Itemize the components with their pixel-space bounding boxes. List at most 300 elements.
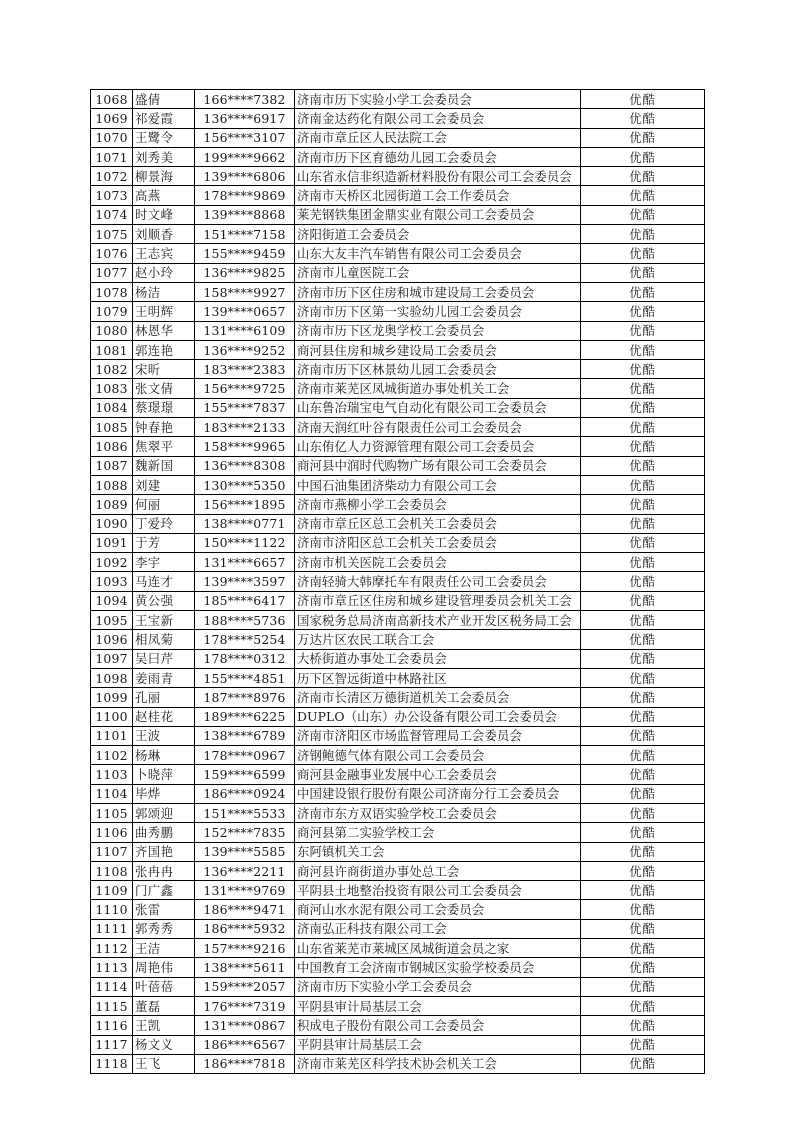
cell-platform: 优酷 [581, 340, 705, 359]
cell-phone: 150****1122 [195, 533, 295, 552]
table-row [91, 784, 705, 803]
cell-phone: 157****9216 [195, 939, 295, 958]
cell-organization: 国家税务总局济南高新技术产业开发区税务局工会 [295, 611, 581, 630]
table-row [91, 842, 705, 861]
cell-organization: 济南金达药化有限公司工会委员会 [295, 109, 581, 128]
cell-organization: 济南市章丘区总工会机关工会委员会 [295, 514, 581, 533]
cell-phone: 159****2057 [195, 977, 295, 996]
cell-sequence: 1097 [91, 649, 133, 668]
cell-sequence: 1069 [91, 109, 133, 128]
table-row [91, 668, 705, 687]
cell-platform: 优酷 [581, 475, 705, 494]
cell-platform: 优酷 [581, 996, 705, 1015]
cell-organization: 济南市历下区林景幼儿园工会委员会 [295, 360, 581, 379]
cell-phone: 155****7837 [195, 398, 295, 417]
table-row [91, 1016, 705, 1035]
cell-phone: 139****8868 [195, 205, 295, 224]
cell-platform: 优酷 [581, 572, 705, 591]
cell-phone: 138****0771 [195, 514, 295, 533]
cell-platform: 优酷 [581, 302, 705, 321]
cell-sequence: 1101 [91, 726, 133, 745]
cell-phone: 158****9927 [195, 282, 295, 301]
cell-platform: 优酷 [581, 437, 705, 456]
cell-name: 王洁 [133, 939, 195, 958]
cell-name: 蔡璟璟 [133, 398, 195, 417]
table-row [91, 572, 705, 591]
cell-organization: 大桥街道办事处工会委员会 [295, 649, 581, 668]
cell-organization: 平阴县审计局基层工会 [295, 996, 581, 1015]
cell-phone: 187****8976 [195, 688, 295, 707]
cell-organization: 商河县金融事业发展中心工会委员会 [295, 765, 581, 784]
cell-sequence: 1094 [91, 591, 133, 610]
cell-phone: 186****0924 [195, 784, 295, 803]
cell-phone: 178****0967 [195, 746, 295, 765]
cell-sequence: 1105 [91, 803, 133, 822]
cell-platform: 优酷 [581, 977, 705, 996]
cell-phone: 136****8308 [195, 456, 295, 475]
cell-organization: 济南市天桥区北园街道工会工作委员会 [295, 186, 581, 205]
cell-name: 刘顺香 [133, 225, 195, 244]
cell-organization: 山东省永信非织造新材料股份有限公司工会委员会 [295, 167, 581, 186]
roster-table-container [90, 89, 704, 1074]
cell-platform: 优酷 [581, 939, 705, 958]
cell-sequence: 1070 [91, 128, 133, 147]
cell-organization: 济南市莱芜区凤城街道办事处机关工会 [295, 379, 581, 398]
cell-sequence: 1075 [91, 225, 133, 244]
table-row [91, 533, 705, 552]
cell-name: 吴曰芹 [133, 649, 195, 668]
cell-organization: 商河县许商街道办事处总工会 [295, 861, 581, 880]
cell-platform: 优酷 [581, 398, 705, 417]
cell-organization: 济钢鲍德气体有限公司工会委员会 [295, 746, 581, 765]
cell-platform: 优酷 [581, 803, 705, 822]
cell-name: 王波 [133, 726, 195, 745]
table-row [91, 881, 705, 900]
table-row [91, 167, 705, 186]
cell-name: 刘建 [133, 475, 195, 494]
cell-name: 叶蓓蓓 [133, 977, 195, 996]
cell-name: 黄公强 [133, 591, 195, 610]
cell-platform: 优酷 [581, 1035, 705, 1054]
cell-name: 王明辉 [133, 302, 195, 321]
table-row [91, 630, 705, 649]
cell-name: 郭连艳 [133, 340, 195, 359]
table-row [91, 360, 705, 379]
table-row [91, 456, 705, 475]
cell-platform: 优酷 [581, 128, 705, 147]
cell-phone: 186****6567 [195, 1035, 295, 1054]
cell-sequence: 1114 [91, 977, 133, 996]
cell-platform: 优酷 [581, 630, 705, 649]
cell-platform: 优酷 [581, 360, 705, 379]
cell-phone: 151****5533 [195, 803, 295, 822]
cell-name: 门广鑫 [133, 881, 195, 900]
cell-phone: 185****6417 [195, 591, 295, 610]
cell-phone: 155****9459 [195, 244, 295, 263]
cell-name: 于芳 [133, 533, 195, 552]
table-row [91, 205, 705, 224]
cell-sequence: 1084 [91, 398, 133, 417]
cell-phone: 136****2211 [195, 861, 295, 880]
cell-name: 马连才 [133, 572, 195, 591]
cell-phone: 156****1895 [195, 495, 295, 514]
cell-sequence: 1107 [91, 842, 133, 861]
cell-platform: 优酷 [581, 282, 705, 301]
cell-organization: 济南弘正科技有限公司工会 [295, 919, 581, 938]
cell-phone: 138****5611 [195, 958, 295, 977]
roster-table-body [91, 90, 705, 1074]
cell-platform: 优酷 [581, 90, 705, 109]
cell-name: 杨洁 [133, 282, 195, 301]
cell-name: 毕烨 [133, 784, 195, 803]
table-row [91, 900, 705, 919]
table-row [91, 958, 705, 977]
cell-name: 孔丽 [133, 688, 195, 707]
cell-sequence: 1092 [91, 553, 133, 572]
cell-name: 宋昕 [133, 360, 195, 379]
cell-name: 曲秀鹏 [133, 823, 195, 842]
cell-sequence: 1077 [91, 263, 133, 282]
cell-name: 郭秀秀 [133, 919, 195, 938]
cell-sequence: 1115 [91, 996, 133, 1015]
cell-organization: 万达片区农民工联合工会 [295, 630, 581, 649]
cell-name: 王鹭令 [133, 128, 195, 147]
cell-platform: 优酷 [581, 726, 705, 745]
cell-organization: 莱芜钢铁集团金鼎实业有限公司工会委员会 [295, 205, 581, 224]
cell-organization: DUPLO（山东）办公设备有限公司工会委员会 [295, 707, 581, 726]
cell-phone: 186****5932 [195, 919, 295, 938]
cell-sequence: 1078 [91, 282, 133, 301]
cell-organization: 山东鲁冶瑞宝电气自动化有限公司工会委员会 [295, 398, 581, 417]
roster-table [90, 89, 705, 1074]
cell-organization: 济阳街道工会委员会 [295, 225, 581, 244]
table-row [91, 553, 705, 572]
cell-name: 丁爱玲 [133, 514, 195, 533]
cell-organization: 平阴县审计局基层工会 [295, 1035, 581, 1054]
table-row [91, 495, 705, 514]
cell-name: 赵桂花 [133, 707, 195, 726]
cell-name: 赵小玲 [133, 263, 195, 282]
cell-phone: 139****6806 [195, 167, 295, 186]
cell-name: 王志宾 [133, 244, 195, 263]
table-row [91, 186, 705, 205]
cell-platform: 优酷 [581, 186, 705, 205]
table-row [91, 398, 705, 417]
cell-platform: 优酷 [581, 263, 705, 282]
cell-phone: 186****7818 [195, 1054, 295, 1073]
cell-phone: 139****5585 [195, 842, 295, 861]
cell-platform: 优酷 [581, 900, 705, 919]
table-row [91, 282, 705, 301]
cell-sequence: 1071 [91, 147, 133, 166]
table-row [91, 939, 705, 958]
cell-platform: 优酷 [581, 688, 705, 707]
cell-sequence: 1100 [91, 707, 133, 726]
cell-sequence: 1095 [91, 611, 133, 630]
cell-sequence: 1087 [91, 456, 133, 475]
cell-organization: 商河县住房和城乡建设局工会委员会 [295, 340, 581, 359]
cell-platform: 优酷 [581, 205, 705, 224]
cell-sequence: 1090 [91, 514, 133, 533]
cell-organization: 济南市莱芜区科学技术协会机关工会 [295, 1054, 581, 1073]
table-row [91, 649, 705, 668]
cell-phone: 178****9869 [195, 186, 295, 205]
cell-sequence: 1093 [91, 572, 133, 591]
cell-name: 焦翠平 [133, 437, 195, 456]
cell-name: 杨琳 [133, 746, 195, 765]
cell-name: 盛倩 [133, 90, 195, 109]
table-row [91, 861, 705, 880]
cell-name: 王飞 [133, 1054, 195, 1073]
table-row [91, 340, 705, 359]
cell-platform: 优酷 [581, 225, 705, 244]
cell-phone: 183****2383 [195, 360, 295, 379]
cell-platform: 优酷 [581, 842, 705, 861]
cell-name: 相凤菊 [133, 630, 195, 649]
cell-name: 高燕 [133, 186, 195, 205]
cell-phone: 159****6599 [195, 765, 295, 784]
cell-sequence: 1085 [91, 418, 133, 437]
cell-phone: 138****6789 [195, 726, 295, 745]
cell-platform: 优酷 [581, 1016, 705, 1035]
table-row [91, 128, 705, 147]
table-row [91, 611, 705, 630]
cell-name: 时文峰 [133, 205, 195, 224]
cell-phone: 136****9825 [195, 263, 295, 282]
table-row [91, 263, 705, 282]
cell-organization: 济南市章丘区住房和城乡建设管理委员会机关工会 [295, 591, 581, 610]
cell-sequence: 1080 [91, 321, 133, 340]
cell-organization: 济南市济阳区总工会机关工会委员会 [295, 533, 581, 552]
table-row [91, 147, 705, 166]
cell-platform: 优酷 [581, 591, 705, 610]
cell-platform: 优酷 [581, 668, 705, 687]
cell-phone: 131****6657 [195, 553, 295, 572]
table-row [91, 823, 705, 842]
cell-name: 董磊 [133, 996, 195, 1015]
cell-platform: 优酷 [581, 823, 705, 842]
cell-platform: 优酷 [581, 514, 705, 533]
cell-sequence: 1096 [91, 630, 133, 649]
cell-sequence: 1110 [91, 900, 133, 919]
cell-organization: 中国建设银行股份有限公司济南分行工会委员会 [295, 784, 581, 803]
cell-organization: 积成电子股份有限公司工会委员会 [295, 1016, 581, 1035]
table-row [91, 996, 705, 1015]
cell-sequence: 1106 [91, 823, 133, 842]
cell-phone: 166****7382 [195, 90, 295, 109]
cell-organization: 平阴县土地整治投资有限公司工会委员会 [295, 881, 581, 900]
cell-name: 刘秀美 [133, 147, 195, 166]
table-row [91, 475, 705, 494]
cell-sequence: 1108 [91, 861, 133, 880]
cell-organization: 山东大友丰汽车销售有限公司工会委员会 [295, 244, 581, 263]
cell-phone: 130****5350 [195, 475, 295, 494]
cell-name: 王凯 [133, 1016, 195, 1035]
cell-phone: 186****9471 [195, 900, 295, 919]
cell-sequence: 1076 [91, 244, 133, 263]
cell-platform: 优酷 [581, 495, 705, 514]
cell-platform: 优酷 [581, 553, 705, 572]
cell-phone: 136****6917 [195, 109, 295, 128]
table-row [91, 803, 705, 822]
cell-platform: 优酷 [581, 167, 705, 186]
cell-organization: 山东省莱芜市莱城区凤城街道会员之家 [295, 939, 581, 958]
cell-platform: 优酷 [581, 958, 705, 977]
cell-platform: 优酷 [581, 746, 705, 765]
cell-name: 张冉冉 [133, 861, 195, 880]
cell-phone: 139****0657 [195, 302, 295, 321]
cell-phone: 178****5254 [195, 630, 295, 649]
cell-sequence: 1098 [91, 668, 133, 687]
cell-name: 柳景海 [133, 167, 195, 186]
cell-sequence: 1104 [91, 784, 133, 803]
cell-platform: 优酷 [581, 244, 705, 263]
cell-platform: 优酷 [581, 456, 705, 475]
cell-organization: 中国教育工会济南市钢城区实验学校委员会 [295, 958, 581, 977]
cell-name: 周艳伟 [133, 958, 195, 977]
cell-organization: 商河山水水泥有限公司工会委员会 [295, 900, 581, 919]
cell-phone: 176****7319 [195, 996, 295, 1015]
cell-sequence: 1118 [91, 1054, 133, 1073]
cell-platform: 优酷 [581, 109, 705, 128]
cell-phone: 152****7835 [195, 823, 295, 842]
table-row [91, 109, 705, 128]
cell-name: 魏新国 [133, 456, 195, 475]
cell-sequence: 1074 [91, 205, 133, 224]
table-row [91, 418, 705, 437]
cell-name: 王宝新 [133, 611, 195, 630]
cell-sequence: 1116 [91, 1016, 133, 1035]
cell-phone: 178****0312 [195, 649, 295, 668]
cell-sequence: 1072 [91, 167, 133, 186]
cell-sequence: 1117 [91, 1035, 133, 1054]
table-row [91, 1054, 705, 1073]
cell-sequence: 1082 [91, 360, 133, 379]
cell-phone: 183****2133 [195, 418, 295, 437]
cell-phone: 156****9725 [195, 379, 295, 398]
cell-sequence: 1091 [91, 533, 133, 552]
cell-organization: 济南市燕柳小学工会委员会 [295, 495, 581, 514]
cell-name: 林恩华 [133, 321, 195, 340]
cell-organization: 济南市儿童医院工会 [295, 263, 581, 282]
cell-phone: 156****3107 [195, 128, 295, 147]
cell-organization: 济南市济阳区市场监督管理局工会委员会 [295, 726, 581, 745]
table-row [91, 90, 705, 109]
table-row [91, 225, 705, 244]
cell-sequence: 1102 [91, 746, 133, 765]
table-row [91, 707, 705, 726]
cell-name: 张雷 [133, 900, 195, 919]
cell-organization: 济南天润红叶谷有限责任公司工会委员会 [295, 418, 581, 437]
cell-platform: 优酷 [581, 649, 705, 668]
cell-name: 钟春艳 [133, 418, 195, 437]
cell-platform: 优酷 [581, 533, 705, 552]
cell-name: 杨文义 [133, 1035, 195, 1054]
cell-sequence: 1109 [91, 881, 133, 900]
cell-name: 李宇 [133, 553, 195, 572]
cell-name: 张文倩 [133, 379, 195, 398]
table-row [91, 688, 705, 707]
cell-organization: 山东侑亿人力资源管理有限公司工会委员会 [295, 437, 581, 456]
cell-platform: 优酷 [581, 1054, 705, 1073]
table-row [91, 302, 705, 321]
cell-name: 姜雨青 [133, 668, 195, 687]
cell-name: 祁爱霞 [133, 109, 195, 128]
cell-sequence: 1112 [91, 939, 133, 958]
cell-phone: 188****5736 [195, 611, 295, 630]
table-row [91, 591, 705, 610]
cell-sequence: 1111 [91, 919, 133, 938]
cell-name: 何丽 [133, 495, 195, 514]
cell-sequence: 1088 [91, 475, 133, 494]
table-row [91, 379, 705, 398]
cell-phone: 189****6225 [195, 707, 295, 726]
cell-organization: 济南市历下区第一实验幼儿园工会委员会 [295, 302, 581, 321]
table-row [91, 514, 705, 533]
cell-platform: 优酷 [581, 611, 705, 630]
cell-organization: 济南市历下实验小学工会委员会 [295, 977, 581, 996]
cell-name: 卜晓萍 [133, 765, 195, 784]
cell-phone: 151****7158 [195, 225, 295, 244]
cell-sequence: 1081 [91, 340, 133, 359]
cell-phone: 155****4851 [195, 668, 295, 687]
cell-organization: 济南市长清区万德街道机关工会委员会 [295, 688, 581, 707]
cell-sequence: 1068 [91, 90, 133, 109]
cell-platform: 优酷 [581, 379, 705, 398]
table-row [91, 321, 705, 340]
cell-platform: 优酷 [581, 765, 705, 784]
cell-organization: 济南市东方双语实验学校工会委员会 [295, 803, 581, 822]
cell-platform: 优酷 [581, 861, 705, 880]
cell-sequence: 1113 [91, 958, 133, 977]
cell-sequence: 1073 [91, 186, 133, 205]
cell-organization: 济南市历下实验小学工会委员会 [295, 90, 581, 109]
cell-platform: 优酷 [581, 919, 705, 938]
cell-platform: 优酷 [581, 418, 705, 437]
cell-phone: 136****9252 [195, 340, 295, 359]
cell-organization: 商河县中润时代购物广场有限公司工会委员会 [295, 456, 581, 475]
cell-sequence: 1089 [91, 495, 133, 514]
cell-phone: 199****9662 [195, 147, 295, 166]
cell-platform: 优酷 [581, 321, 705, 340]
table-row [91, 437, 705, 456]
table-row [91, 977, 705, 996]
cell-phone: 139****3597 [195, 572, 295, 591]
cell-organization: 济南市历下区住房和城市建设局工会委员会 [295, 282, 581, 301]
cell-organization: 济南市历下区育德幼儿园工会委员会 [295, 147, 581, 166]
cell-sequence: 1083 [91, 379, 133, 398]
cell-sequence: 1099 [91, 688, 133, 707]
cell-organization: 济南市章丘区人民法院工会 [295, 128, 581, 147]
cell-phone: 158****9965 [195, 437, 295, 456]
table-row [91, 244, 705, 263]
table-row [91, 919, 705, 938]
cell-name: 齐国艳 [133, 842, 195, 861]
cell-sequence: 1086 [91, 437, 133, 456]
cell-platform: 优酷 [581, 707, 705, 726]
cell-phone: 131****6109 [195, 321, 295, 340]
table-row [91, 746, 705, 765]
cell-platform: 优酷 [581, 881, 705, 900]
cell-organization: 东阿镇机关工会 [295, 842, 581, 861]
cell-platform: 优酷 [581, 147, 705, 166]
cell-organization: 济南市历下区龙奥学校工会委员会 [295, 321, 581, 340]
cell-organization: 济南市机关医院工会委员会 [295, 553, 581, 572]
cell-phone: 131****0867 [195, 1016, 295, 1035]
cell-organization: 中国石油集团济柴动力有限公司工会 [295, 475, 581, 494]
table-row [91, 1035, 705, 1054]
table-row [91, 726, 705, 745]
